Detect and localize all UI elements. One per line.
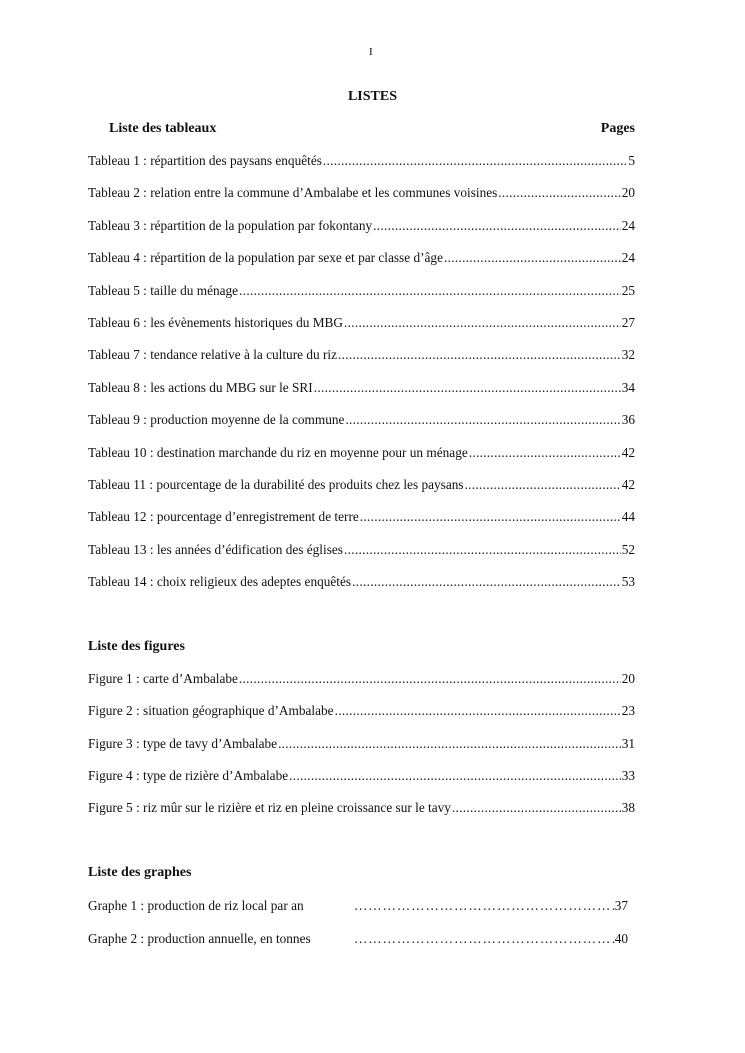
dot-leader bbox=[344, 542, 621, 558]
entry-page: 24 bbox=[621, 217, 635, 233]
graph-entry-page bbox=[354, 898, 628, 914]
entry-page: 42 bbox=[621, 477, 635, 492]
table-entry[interactable] bbox=[88, 477, 635, 493]
table-entry[interactable] bbox=[88, 347, 635, 363]
table-entry[interactable] bbox=[88, 185, 635, 201]
entry-label: Tableau 8 : les actions du MBG sur le SRI bbox=[88, 379, 313, 395]
table-entry[interactable] bbox=[88, 380, 635, 396]
entry-label: Figure 4 : type de rizière d’Ambalabe bbox=[88, 767, 289, 783]
dot-leader bbox=[335, 703, 621, 719]
entry-label: Tableau 5 : taille du ménage bbox=[88, 282, 239, 298]
entry-page: 25 bbox=[621, 282, 635, 298]
dot-leader bbox=[452, 800, 621, 816]
entry-page: 20 bbox=[621, 185, 635, 201]
entry-label: Figure 3 : type de tavy d’Ambalabe bbox=[88, 735, 278, 751]
entry-page: 23 bbox=[621, 703, 635, 719]
table-entry[interactable] bbox=[88, 509, 635, 525]
entry-page: 52 bbox=[621, 541, 635, 557]
entry-label: Tableau 12 : pourcentage d’enregistrement de terre bbox=[88, 509, 359, 525]
dot-leader bbox=[278, 736, 621, 752]
entry-label: Tableau 4 : répartition de la population par sexe et par classe d’âge bbox=[88, 250, 443, 266]
figure-entry[interactable] bbox=[88, 800, 635, 816]
dot-leader bbox=[239, 283, 621, 299]
tables-heading: Liste des tableaux bbox=[109, 121, 217, 136]
figure-entry[interactable] bbox=[88, 671, 635, 687]
entry-label: Tableau 3 : répartition de la population par fokontany bbox=[88, 217, 373, 233]
table-entry[interactable] bbox=[88, 153, 635, 169]
dot-leader bbox=[498, 185, 620, 201]
entry-page: 36 bbox=[621, 412, 635, 428]
table-entry[interactable] bbox=[88, 542, 635, 558]
dot-leader bbox=[354, 931, 615, 947]
figure-entry[interactable] bbox=[88, 703, 635, 719]
entry-page: 32 bbox=[621, 347, 635, 363]
pages-column-label: Pages bbox=[600, 121, 635, 136]
graph-entry-label[interactable]: Graphe 2 : production annuelle, en tonnes bbox=[88, 930, 311, 946]
table-entry[interactable] bbox=[88, 250, 635, 266]
entry-page: 37 bbox=[614, 898, 628, 913]
entry-page: 24 bbox=[621, 250, 635, 266]
entry-label: Tableau 13 : les années d’édification des églises bbox=[88, 541, 343, 557]
dot-leader bbox=[344, 315, 621, 331]
entry-page: 42 bbox=[621, 444, 635, 460]
dot-leader bbox=[360, 509, 621, 525]
entry-page: 20 bbox=[621, 671, 635, 686]
entry-label: Figure 2 : situation géographique d’Ambalabe bbox=[88, 703, 334, 719]
entry-label: Tableau 14 : choix religieux des adeptes enquêtés bbox=[88, 574, 352, 590]
table-entry[interactable] bbox=[88, 283, 635, 299]
dot-leader bbox=[469, 445, 621, 461]
entry-page: 34 bbox=[621, 379, 635, 395]
dot-leader bbox=[465, 477, 621, 493]
entry-page: 31 bbox=[621, 735, 635, 751]
dot-leader bbox=[352, 574, 621, 590]
entry-page: 27 bbox=[621, 315, 635, 330]
entry-page: 38 bbox=[621, 800, 635, 816]
dot-leader bbox=[239, 671, 621, 687]
entry-page: 40 bbox=[614, 930, 628, 946]
entry-label: Tableau 9 : production moyenne de la commune bbox=[88, 412, 345, 428]
entry-label: Tableau 7 : tendance relative à la culture du riz bbox=[88, 347, 337, 363]
dot-leader bbox=[314, 380, 621, 396]
dot-leader bbox=[373, 218, 621, 234]
dot-leader bbox=[323, 153, 627, 169]
table-entry[interactable] bbox=[88, 574, 635, 590]
entry-label: Figure 5 : riz mûr sur le rizière et riz en pleine croissance sur le tavy bbox=[88, 800, 451, 816]
dot-leader bbox=[289, 768, 621, 784]
dot-leader bbox=[338, 347, 621, 363]
figure-entry[interactable] bbox=[88, 736, 635, 752]
entry-page: 44 bbox=[621, 509, 635, 525]
dot-leader bbox=[354, 898, 615, 914]
entry-page: 5 bbox=[628, 153, 635, 168]
page-title: LISTES bbox=[347, 89, 398, 104]
figure-entry[interactable] bbox=[88, 768, 635, 784]
page-marker: I bbox=[369, 46, 373, 58]
entry-label: Tableau 6 : les évènements historiques du MBG bbox=[88, 315, 343, 330]
entry-label: Tableau 2 : relation entre la commune d’Ambalabe et les communes voisines bbox=[88, 185, 498, 201]
entry-page: 33 bbox=[621, 767, 635, 783]
entry-label: Tableau 1 : répartition des paysans enquêtés bbox=[88, 153, 322, 168]
dot-leader bbox=[444, 250, 621, 266]
table-entry[interactable] bbox=[88, 315, 635, 331]
entry-label: Figure 1 : carte d’Ambalabe bbox=[88, 671, 238, 686]
graph-entry-page bbox=[354, 931, 628, 947]
graphs-heading: Liste des graphes bbox=[88, 865, 192, 880]
entry-page: 53 bbox=[621, 574, 635, 590]
table-entry[interactable] bbox=[88, 412, 635, 428]
figures-heading: Liste des figures bbox=[88, 639, 185, 654]
table-entry[interactable] bbox=[88, 445, 635, 461]
entry-label: Tableau 10 : destination marchande du riz en moyenne pour un ménage bbox=[88, 444, 468, 460]
entry-label: Tableau 11 : pourcentage de la durabilité des produits chez les paysans bbox=[88, 477, 464, 492]
dot-leader bbox=[345, 412, 620, 428]
graph-entry-label[interactable]: Graphe 1 : production de riz local par an bbox=[88, 898, 304, 913]
table-entry[interactable] bbox=[88, 218, 635, 234]
